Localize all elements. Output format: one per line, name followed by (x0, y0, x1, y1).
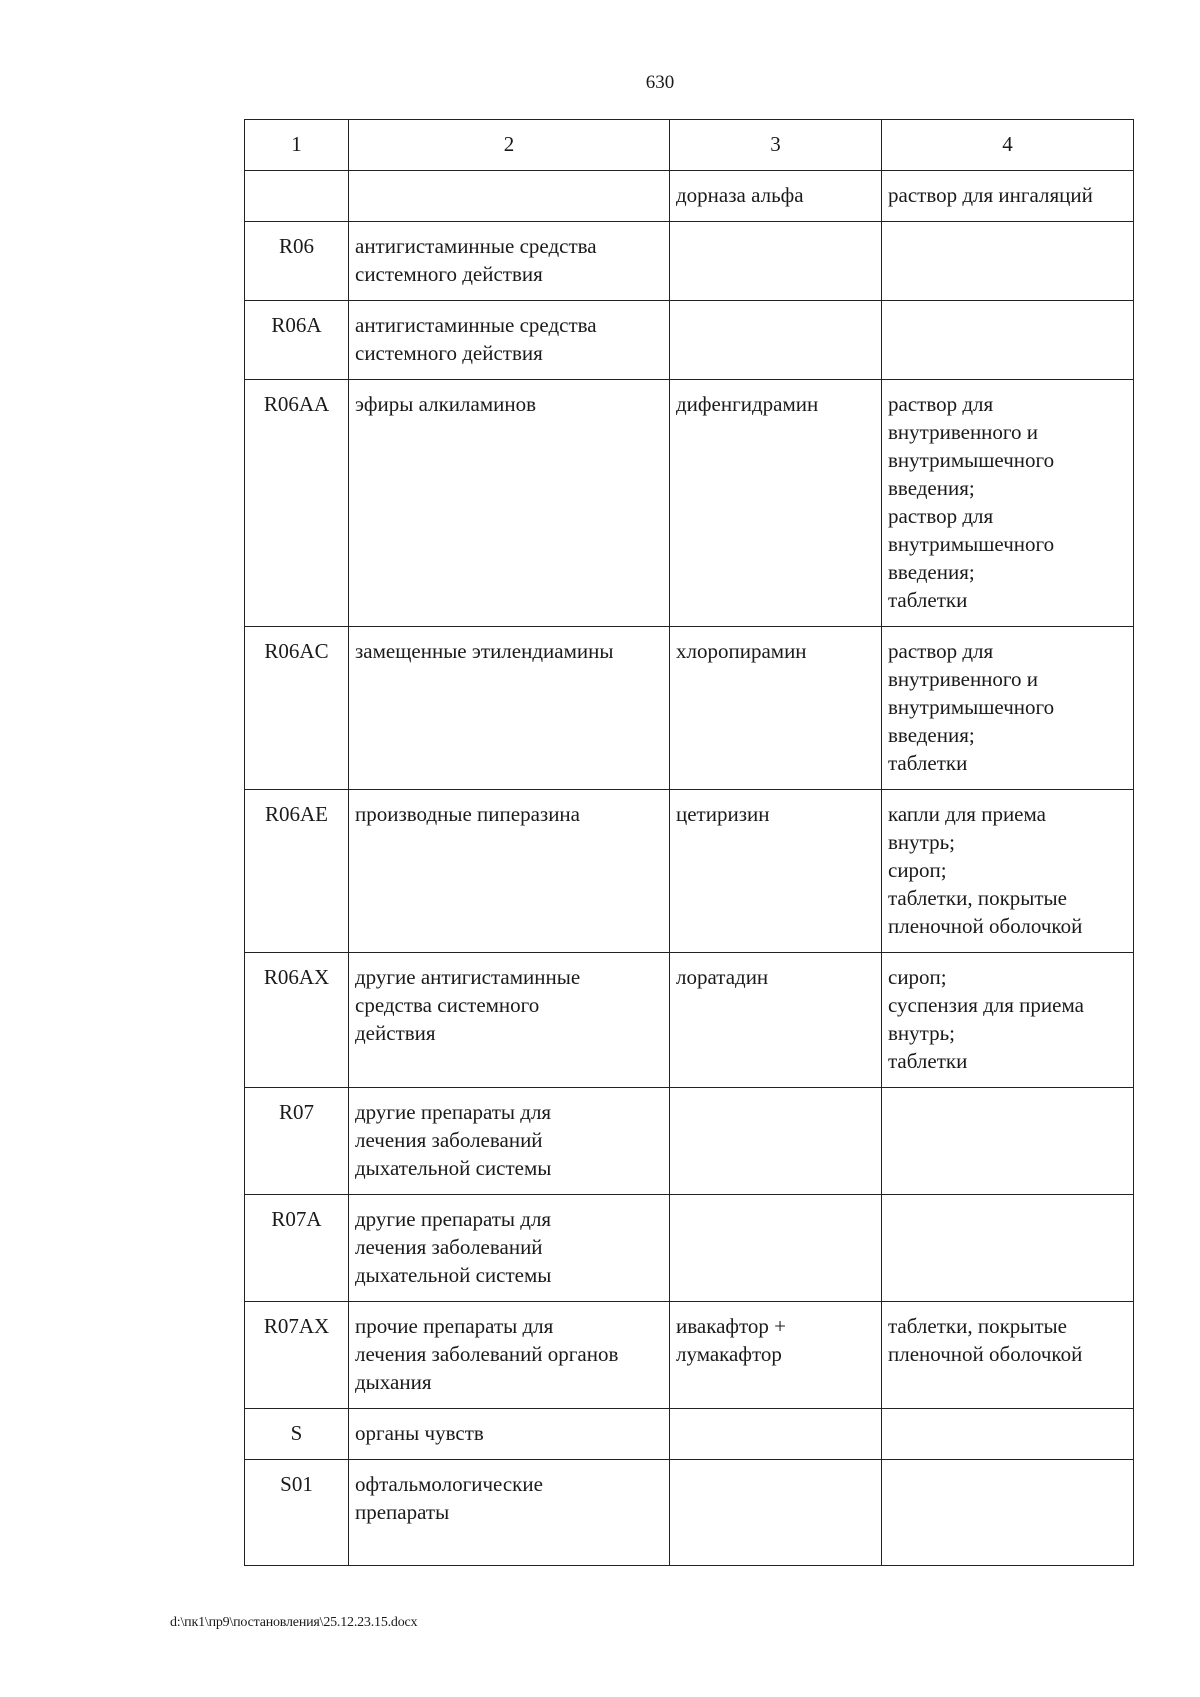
table-row (245, 1088, 1134, 1195)
drug-cell (670, 222, 882, 301)
drug-line: ивакафтор + (676, 1314, 787, 1338)
form-line: внутримышечного (888, 695, 1055, 719)
name-line: другие препараты для (355, 1207, 552, 1231)
code-cell: R06AE (245, 790, 349, 953)
form-line: сироп; (888, 965, 947, 989)
footer-file-path: d:\пк1\пр9\постановления\25.12.23.15.docx (170, 1615, 418, 1630)
form-line: таблетки, покрытые (888, 1314, 1067, 1338)
name-line: антигистаминные средства (355, 234, 597, 258)
name-cell (349, 171, 670, 222)
drug-cell (670, 380, 882, 627)
form-line: внутривенного и (888, 667, 1038, 691)
code-cell: S (245, 1409, 349, 1460)
form-cell (882, 1409, 1134, 1460)
name-cell (349, 301, 670, 380)
name-cell (349, 627, 670, 790)
table-row (245, 301, 1134, 380)
form-line: внутрь; (888, 830, 955, 854)
code-cell: R06AX (245, 953, 349, 1088)
code-cell: R07A (245, 1195, 349, 1302)
form-line: раствор для (888, 392, 994, 416)
form-line: внутримышечного (888, 532, 1055, 556)
code-cell (245, 171, 349, 222)
form-line: таблетки (888, 1049, 968, 1073)
form-line: раствор для (888, 639, 994, 663)
drug-cell: дорназа альфа (670, 171, 882, 222)
drug-cell (670, 1302, 882, 1409)
drug-cell (670, 627, 882, 790)
name-cell (349, 1195, 670, 1302)
name-line: лечения заболеваний (355, 1128, 543, 1152)
form-cell (882, 1088, 1134, 1195)
drug-line: цетиризин (676, 802, 770, 826)
drug-cell (670, 790, 882, 953)
code-cell: R06 (245, 222, 349, 301)
name-line: системного действия (355, 341, 543, 365)
name-line: органы чувств (355, 1421, 484, 1445)
table-row (245, 1460, 1134, 1566)
drug-line: дифенгидрамин (676, 392, 819, 416)
drug-line: лоратадин (676, 965, 769, 989)
name-cell (349, 1409, 670, 1460)
drug-cell (670, 1460, 882, 1566)
form-cell (882, 1195, 1134, 1302)
name-cell (349, 222, 670, 301)
form-line: внутримышечного (888, 448, 1055, 472)
form-cell (882, 627, 1134, 790)
name-line: производные пиперазина (355, 802, 580, 826)
form-cell (882, 790, 1134, 953)
name-cell (349, 953, 670, 1088)
name-cell (349, 380, 670, 627)
drug-line: лумакафтор (676, 1342, 782, 1366)
drug-table (244, 119, 1134, 1566)
name-cell (349, 1460, 670, 1566)
table-row (245, 790, 1134, 953)
form-cell: раствор для ингаляций (882, 171, 1134, 222)
form-line: суспензия для приема (888, 993, 1084, 1017)
form-line: внутрь; (888, 1021, 955, 1045)
form-cell (882, 222, 1134, 301)
table-row (245, 627, 1134, 790)
name-cell (349, 1302, 670, 1409)
name-line: эфиры алкиламинов (355, 392, 537, 416)
header-cell: 1 (245, 120, 349, 171)
name-line: прочие препараты для (355, 1314, 554, 1338)
name-line: замещенные этилендиамины (355, 639, 614, 663)
table-body (245, 120, 1134, 1566)
name-line: дыхания (355, 1370, 432, 1394)
name-line: системного действия (355, 262, 543, 286)
form-line: таблетки (888, 588, 968, 612)
form-line: капли для приема (888, 802, 1046, 826)
table-row (245, 1302, 1134, 1409)
name-line: лечения заболеваний органов (355, 1342, 619, 1366)
drug-cell (670, 301, 882, 380)
code-cell: R06AA (245, 380, 349, 627)
name-line: препараты (355, 1500, 450, 1524)
name-line: действия (355, 1021, 436, 1045)
form-line: раствор для (888, 504, 994, 528)
name-line: дыхательной системы (355, 1263, 552, 1287)
form-line: сироп; (888, 858, 947, 882)
name-line: другие препараты для (355, 1100, 552, 1124)
code-cell: R07 (245, 1088, 349, 1195)
form-line: введения; (888, 476, 975, 500)
form-cell (882, 1302, 1134, 1409)
table-row (245, 222, 1134, 301)
code-cell: R07AX (245, 1302, 349, 1409)
name-cell (349, 1088, 670, 1195)
table-row (245, 1409, 1134, 1460)
drug-cell (670, 1088, 882, 1195)
name-line: другие антигистаминные (355, 965, 581, 989)
name-line: лечения заболеваний (355, 1235, 543, 1259)
table-row (245, 171, 1134, 222)
table-row (245, 380, 1134, 627)
name-line: средства системного (355, 993, 540, 1017)
form-cell (882, 1460, 1134, 1566)
page-number: 630 (645, 72, 675, 93)
form-line: таблетки, покрытые (888, 886, 1067, 910)
header-cell: 4 (882, 120, 1134, 171)
drug-cell (670, 1195, 882, 1302)
name-line: офтальмологические (355, 1472, 543, 1496)
code-cell: S01 (245, 1460, 349, 1566)
drug-line: хлоропирамин (676, 639, 807, 663)
code-cell: R06A (245, 301, 349, 380)
name-line: дыхательной системы (355, 1156, 552, 1180)
name-line: антигистаминные средства (355, 313, 597, 337)
header-cell: 2 (349, 120, 670, 171)
drug-cell (670, 1409, 882, 1460)
header-row (245, 120, 1134, 171)
header-cell: 3 (670, 120, 882, 171)
drug-cell (670, 953, 882, 1088)
form-line: внутривенного и (888, 420, 1038, 444)
table-row (245, 1195, 1134, 1302)
form-line: введения; (888, 560, 975, 584)
name-cell (349, 790, 670, 953)
table-row (245, 953, 1134, 1088)
form-line: введения; (888, 723, 975, 747)
form-cell (882, 953, 1134, 1088)
form-line: пленочной оболочкой (888, 1342, 1083, 1366)
form-cell (882, 380, 1134, 627)
form-line: пленочной оболочкой (888, 914, 1083, 938)
code-cell: R06AC (245, 627, 349, 790)
form-cell (882, 301, 1134, 380)
form-line: таблетки (888, 751, 968, 775)
